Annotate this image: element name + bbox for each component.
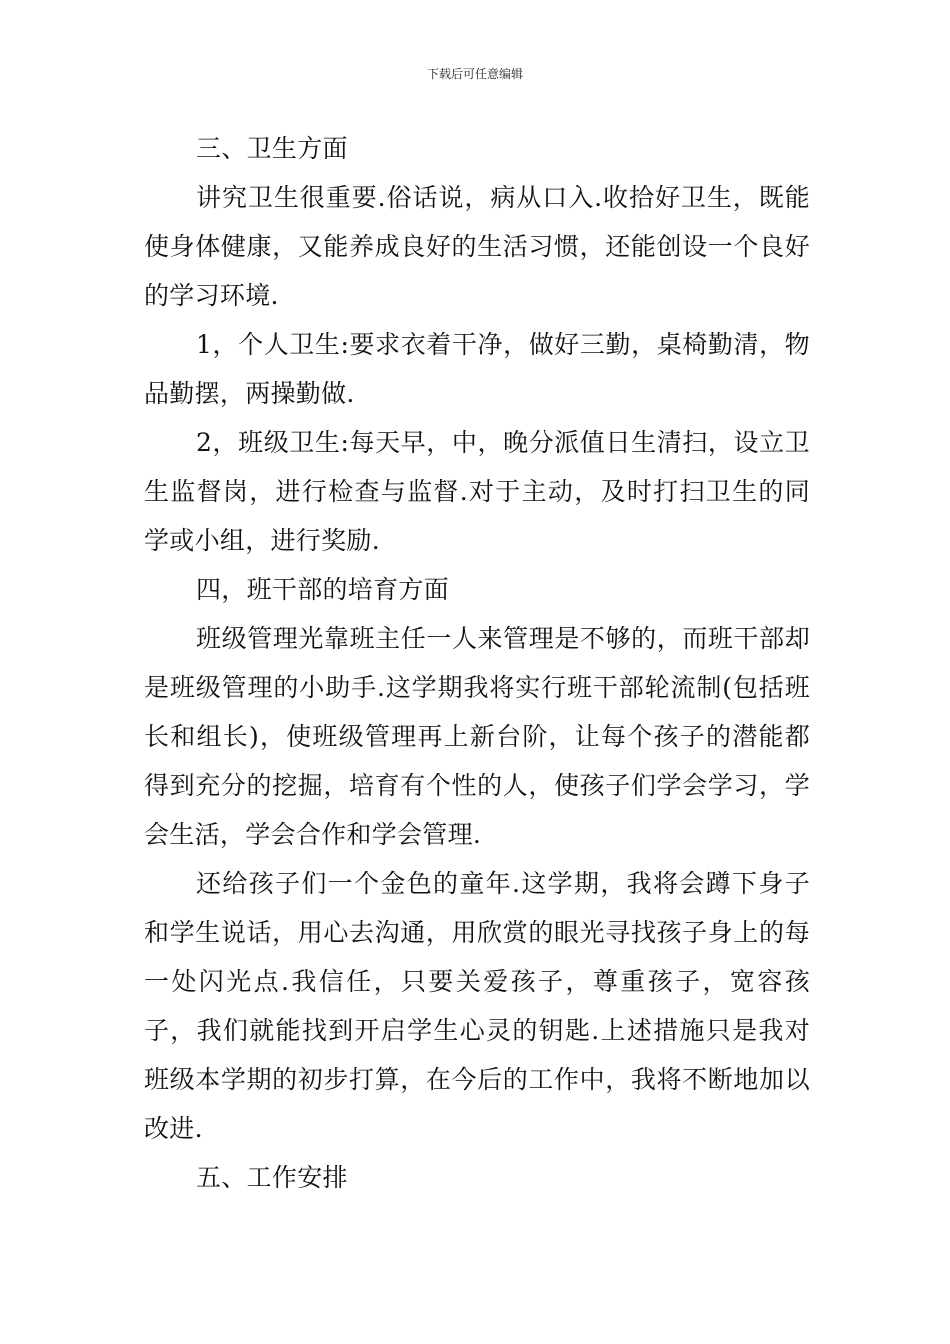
page-header-note: 下载后可任意编辑	[426, 67, 523, 81]
paragraph-personal-hygiene: 1，个人卫生:要求衣着干净，做好三勤，桌椅勤清，物品勤摆，两操勤做.	[144, 330, 810, 408]
paragraph-hygiene-intro: 讲究卫生很重要.俗话说，病从口入.收拾好卫生，既能使身体健康，又能养成良好的生活习惯，还能创设一个良好的学习环境.	[144, 183, 810, 310]
document-body	[144, 124, 810, 1202]
paragraph-class-management: 班级管理光靠班主任一人来管理是不够的，而班干部却是班级管理的小助手.这学期我将实行班干部轮流制(包括班长和组长)，使班级管理再上新台阶，让每个孩子的潜能都得到充分的挖掘，培育有个性的人，使孩子们学会学习，学会生活，学会合作和学会管理.	[144, 624, 810, 849]
section-heading-hygiene: 三、卫生方面	[196, 134, 348, 163]
paragraph-class-hygiene: 2，班级卫生:每天早，中，晚分派值日生清扫，设立卫生监督岗，进行检查与监督.对于主动，及时打扫卫生的同学或小组，进行奖励.	[144, 428, 810, 555]
section-heading-work-arrangement: 五、工作安排	[196, 1163, 348, 1192]
section-heading-class-cadres: 四，班干部的培育方面	[196, 575, 450, 604]
paragraph-golden-childhood: 还给孩子们一个金色的童年.这学期，我将会蹲下身子和学生说话，用心去沟通，用欣赏的眼光寻找孩子身上的每一处闪光点.我信任，只要关爱孩子，尊重孩子，宽容孩子，我们就能找到开启学生心灵的钥匙.上述措施只是我对班级本学期的初步打算，在今后的工作中，我将不断地加以改进.	[144, 869, 810, 1143]
